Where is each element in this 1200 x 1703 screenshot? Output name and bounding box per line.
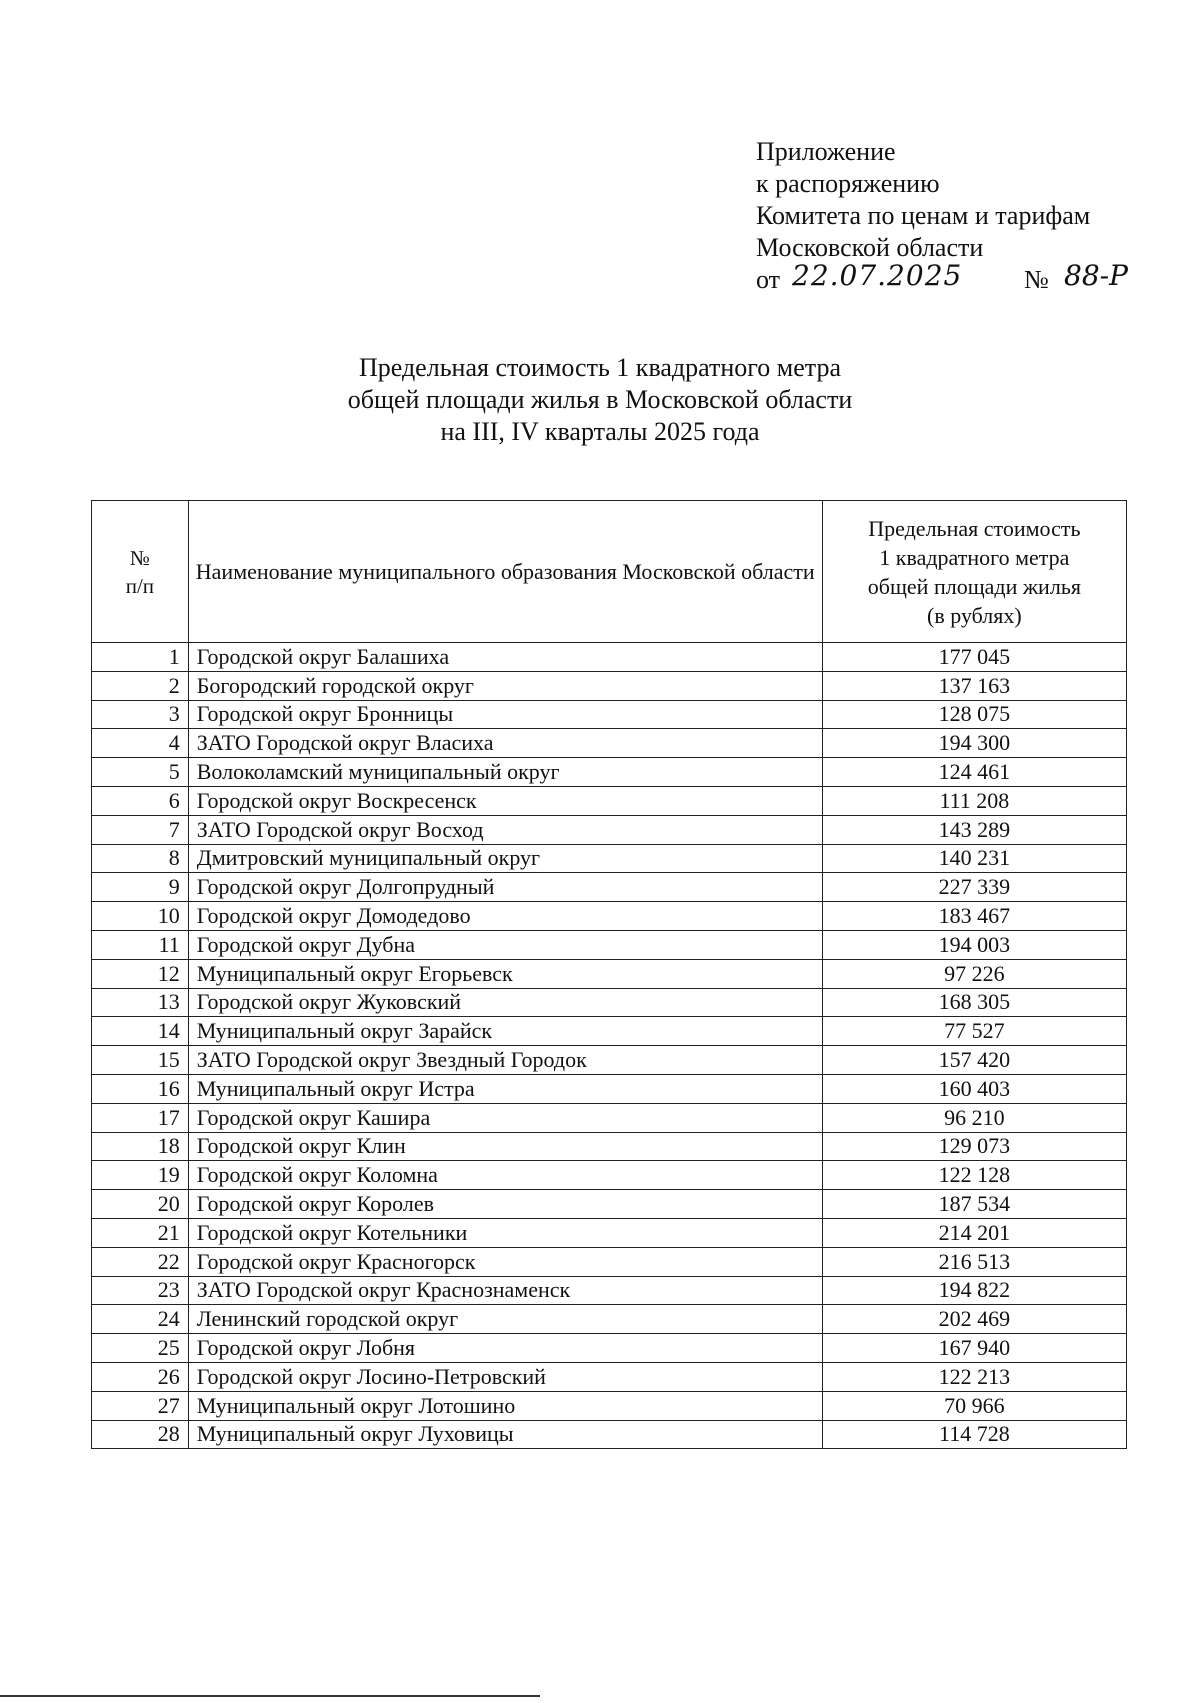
row-municipality: Городской округ Клин — [188, 1132, 822, 1161]
row-number: 3 — [92, 700, 189, 729]
table-row — [92, 1190, 1127, 1219]
table-body — [92, 643, 1127, 1449]
row-number: 17 — [92, 1103, 189, 1132]
header-municipality — [188, 501, 822, 643]
table-row — [92, 1305, 1127, 1334]
table-row — [92, 988, 1127, 1017]
row-municipality: ЗАТО Городской округ Власиха — [188, 729, 822, 758]
row-number: 21 — [92, 1218, 189, 1247]
row-municipality: Городской округ Жуковский — [188, 988, 822, 1017]
row-price: 160 403 — [822, 1074, 1126, 1103]
row-price: 77 527 — [822, 1017, 1126, 1046]
row-municipality: Муниципальный округ Истра — [188, 1074, 822, 1103]
row-municipality: Городской округ Кашира — [188, 1103, 822, 1132]
row-number: 24 — [92, 1305, 189, 1334]
table-row — [92, 1391, 1127, 1420]
row-municipality: Волоколамский муниципальный округ — [188, 758, 822, 787]
row-municipality: Городской округ Воскресенск — [188, 786, 822, 815]
row-number: 9 — [92, 873, 189, 902]
table-row — [92, 643, 1127, 672]
row-price: 140 231 — [822, 844, 1126, 873]
table-row — [92, 1161, 1127, 1190]
row-municipality: Городской округ Королев — [188, 1190, 822, 1219]
header-number-line-1: № — [129, 545, 150, 570]
table-row — [92, 959, 1127, 988]
row-price: 177 045 — [822, 643, 1126, 672]
row-number: 14 — [92, 1017, 189, 1046]
row-municipality: Муниципальный округ Егорьевск — [188, 959, 822, 988]
row-number: 11 — [92, 930, 189, 959]
table-row — [92, 1276, 1127, 1305]
row-price: 143 289 — [822, 815, 1126, 844]
row-price: 124 461 — [822, 758, 1126, 787]
title-line-2: общей площади жилья в Московской области — [347, 385, 853, 414]
row-municipality: Городской округ Лосино-Петровский — [188, 1362, 822, 1391]
row-price: 216 513 — [822, 1247, 1126, 1276]
row-municipality: Городской округ Дубна — [188, 930, 822, 959]
row-number: 12 — [92, 959, 189, 988]
row-number: 26 — [92, 1362, 189, 1391]
table-row — [92, 873, 1127, 902]
row-number: 8 — [92, 844, 189, 873]
date-label: от — [756, 265, 781, 294]
table-row — [92, 930, 1127, 959]
row-price: 96 210 — [822, 1103, 1126, 1132]
header-municipality-text: Наименование муниципального образования Московской области — [195, 559, 815, 584]
row-number: 6 — [92, 786, 189, 815]
row-municipality: Городской округ Домодедово — [188, 902, 822, 931]
row-municipality: Муниципальный округ Луховицы — [188, 1420, 822, 1449]
row-municipality: ЗАТО Городской округ Краснознаменск — [188, 1276, 822, 1305]
row-municipality: Дмитровский муниципальный округ — [188, 844, 822, 873]
row-price: 214 201 — [822, 1218, 1126, 1247]
row-number: 7 — [92, 815, 189, 844]
number-label: № — [1024, 265, 1049, 294]
header-price-line-4: (в рублях) — [927, 602, 1022, 628]
row-municipality: Городской округ Балашиха — [188, 643, 822, 672]
appendix-block — [756, 136, 1128, 302]
row-price: 194 300 — [822, 729, 1126, 758]
row-municipality: Ленинский городской округ — [188, 1305, 822, 1334]
row-price: 167 940 — [822, 1334, 1126, 1363]
row-municipality: Городской округ Бронницы — [188, 700, 822, 729]
row-price: 114 728 — [822, 1420, 1126, 1449]
handwritten-number: 88-Р — [1064, 259, 1128, 292]
row-number: 28 — [92, 1420, 189, 1449]
table-header-row — [92, 501, 1127, 643]
header-number — [92, 501, 189, 643]
title-line-1: Предельная стоимость 1 квадратного метра — [358, 353, 842, 382]
row-number: 25 — [92, 1334, 189, 1363]
table-row — [92, 729, 1127, 758]
row-price: 168 305 — [822, 988, 1126, 1017]
table-row — [92, 1132, 1127, 1161]
row-municipality: Городской округ Красногорск — [188, 1247, 822, 1276]
table-row — [92, 1103, 1127, 1132]
appendix-order-ref: к распоряжению — [756, 169, 940, 198]
row-price: 202 469 — [822, 1305, 1126, 1334]
row-municipality: Муниципальный округ Лотошино — [188, 1391, 822, 1420]
row-municipality: Городской округ Котельники — [188, 1218, 822, 1247]
table-row — [92, 671, 1127, 700]
footer-rule — [0, 1695, 540, 1697]
row-municipality: ЗАТО Городской округ Восход — [188, 815, 822, 844]
row-price: 183 467 — [822, 902, 1126, 931]
row-municipality: Городской округ Лобня — [188, 1334, 822, 1363]
row-municipality: Городской округ Долгопрудный — [188, 873, 822, 902]
row-number: 20 — [92, 1190, 189, 1219]
table-row — [92, 1420, 1127, 1449]
row-number: 22 — [92, 1247, 189, 1276]
row-price: 194 822 — [822, 1276, 1126, 1305]
row-price: 227 339 — [822, 873, 1126, 902]
table-row — [92, 1046, 1127, 1075]
table-row — [92, 786, 1127, 815]
appendix-title: Приложение — [756, 137, 896, 166]
row-price: 97 226 — [822, 959, 1126, 988]
row-price: 157 420 — [822, 1046, 1126, 1075]
row-municipality: Городской округ Коломна — [188, 1161, 822, 1190]
header-price-line-2: 1 квадратного метра — [879, 544, 1070, 570]
price-table — [91, 500, 1127, 1449]
table-row — [92, 758, 1127, 787]
header-number-line-2: п/п — [125, 573, 155, 598]
table-row — [92, 902, 1127, 931]
document-title — [300, 352, 900, 448]
table-row — [92, 1017, 1127, 1046]
row-number: 4 — [92, 729, 189, 758]
title-line-3: на III, IV кварталы 2025 года — [440, 417, 760, 446]
row-price: 129 073 — [822, 1132, 1126, 1161]
header-price-line-3: общей площади жилья — [867, 573, 1081, 599]
handwritten-date: 22.07.2025 — [792, 259, 963, 292]
row-number: 23 — [92, 1276, 189, 1305]
row-number: 15 — [92, 1046, 189, 1075]
row-price: 70 966 — [822, 1391, 1126, 1420]
row-municipality: Богородский городской округ — [188, 671, 822, 700]
row-price: 187 534 — [822, 1190, 1126, 1219]
table-row — [92, 1334, 1127, 1363]
header-price-line-1: Предельная стоимость — [868, 515, 1081, 541]
appendix-committee: Комитета по ценам и тарифам — [756, 201, 1091, 230]
row-number: 18 — [92, 1132, 189, 1161]
row-price: 111 208 — [822, 786, 1126, 815]
row-municipality: Муниципальный округ Зарайск — [188, 1017, 822, 1046]
header-price — [822, 501, 1126, 643]
row-number: 27 — [92, 1391, 189, 1420]
row-number: 19 — [92, 1161, 189, 1190]
table-row — [92, 1247, 1127, 1276]
table-row — [92, 1362, 1127, 1391]
appendix-date-number-line — [756, 259, 1128, 302]
row-number: 13 — [92, 988, 189, 1017]
row-price: 122 128 — [822, 1161, 1126, 1190]
row-number: 5 — [92, 758, 189, 787]
table-row — [92, 1218, 1127, 1247]
table-row — [92, 1074, 1127, 1103]
table-row — [92, 815, 1127, 844]
appendix-region: Московской области — [756, 233, 984, 262]
row-municipality: ЗАТО Городской округ Звездный Городок — [188, 1046, 822, 1075]
row-price: 128 075 — [822, 700, 1126, 729]
row-price: 194 003 — [822, 930, 1126, 959]
row-number: 16 — [92, 1074, 189, 1103]
table-row — [92, 844, 1127, 873]
row-number: 2 — [92, 671, 189, 700]
row-number: 10 — [92, 902, 189, 931]
row-price: 137 163 — [822, 671, 1126, 700]
table-row — [92, 700, 1127, 729]
row-number: 1 — [92, 643, 189, 672]
row-price: 122 213 — [822, 1362, 1126, 1391]
